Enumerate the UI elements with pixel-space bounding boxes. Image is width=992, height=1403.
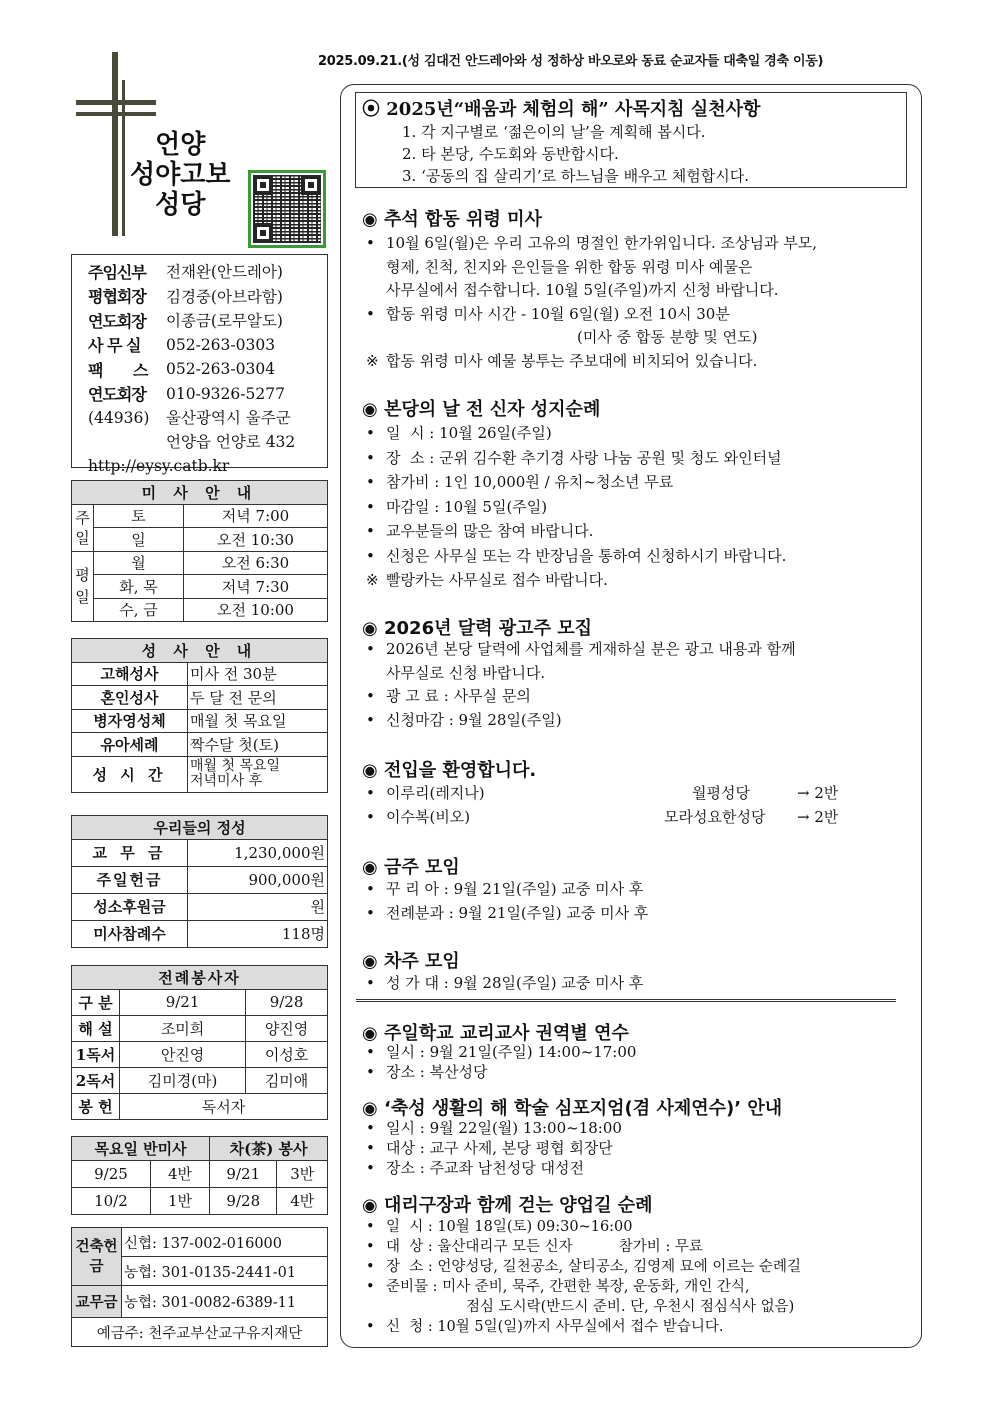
sacrament-info: 두 달 전 문의 [188,686,328,710]
section-body [362,638,917,732]
tithe-account: 농협: 301-0082-6389-11 [122,1286,328,1318]
newcomer-row [362,782,917,806]
server-name: 김미경(마) [120,1067,246,1093]
server-name: 안진영 [120,1041,246,1067]
section-title [362,205,542,231]
bullet-icon: • [366,473,375,491]
bullet-icon: • [366,640,375,658]
plan-item: 2. 타 본당, 수도회와 동반합시다. [402,145,619,163]
sacraments-table [71,638,328,793]
building-fund-label: 건축헌금 [72,1228,122,1286]
section-body [362,232,917,373]
mass-time: 저녁 7:30 [184,575,328,599]
offering-value: 900,000원 [188,866,328,893]
section-title-text: 2026년 달력 광고주 모집 [384,618,593,639]
section-body [362,421,917,593]
section-body [362,972,917,996]
server-role: 해 설 [72,1015,120,1041]
duty-date: 9/21 [210,1160,277,1187]
duty-table [71,1136,328,1215]
bullet-icon: • [366,522,375,540]
bullseye-icon: ◉ [362,1098,378,1119]
tithe-label: 교무금 [72,1286,122,1318]
section-divider [356,999,896,1002]
bullet-icon: • [366,234,375,252]
bullseye-icon: ◉ [362,618,378,639]
zip-code: (44936) [88,409,150,427]
list-item: 일 시 : 10월 26일(주일) [386,424,552,442]
weekday-label: 평일 [72,551,94,622]
section-title [362,1094,782,1120]
bullet-icon: • [366,710,375,729]
bullseye-icon: ◉ [362,1195,378,1216]
duty-group: 4반 [150,1160,209,1187]
sacrament-info-2: 저녁미사 후 [190,773,263,789]
parish-name [130,130,230,220]
section-title-text: 금주 모임 [384,857,460,878]
bullet-icon: • [366,1063,375,1081]
offering-table [71,815,328,948]
list-item: 전례분과 : 9월 21일(주일) 교중 미사 후 [386,903,649,922]
list-item: (미사 중 합동 분향 및 연도) [577,328,758,346]
tea-service-title: 차(茶) 봉사 [210,1137,328,1161]
list-item: 사무실로 신청 바랍니다. [386,663,546,682]
section-title [362,614,592,640]
bullet-icon: • [366,687,375,705]
list-item: 장소 : 복산성당 [386,1063,488,1081]
list-item: 마감일 : 10월 5일(주일) [386,497,548,516]
mass-time: 저녁 7:00 [184,504,328,528]
mass-time: 오전 10:30 [184,528,328,552]
list-item: 합동 위령 미사 시간 - 10월 6일(월) 오전 10시 30분 [386,304,730,323]
section-body [362,878,917,925]
sacraments-title: 성 사 안 내 [72,639,328,663]
sacrament-name: 고해성사 [72,662,188,686]
duty-group: 1반 [150,1187,209,1214]
mass-time: 오전 6:30 [184,551,328,575]
list-item: 2026년 본당 달력에 사업체를 게재하실 분은 광고 내용과 함께 [386,640,796,658]
list-item: 준비물 : 미사 준비, 묵주, 간편한 복장, 운동화, 개인 간식, [386,1279,750,1295]
info-key: 평협회장 [88,287,146,307]
parish-logo [72,52,332,242]
offering-name: 미사참례수 [72,920,188,947]
bullet-icon: • [366,903,375,922]
sacrament-name: 유아세례 [72,733,188,757]
info-key: 주임신부 [88,262,146,282]
fax-number: 052-263-0304 [166,360,276,379]
offering-name: 성소후원금 [72,893,188,920]
list-item: 형제, 친척, 친지와 은인들을 위한 합동 위령 미사 예물은 [386,257,753,276]
sacrament-name: 병자영성체 [72,709,188,733]
bullet-icon: • [366,1279,375,1295]
pastoral-plan-box [355,92,907,188]
parish-name-line2: 성야고보 [130,160,231,190]
bullet-icon: • [366,1319,375,1335]
section-title-text: 본당의 날 전 신자 성지순례 [384,399,601,420]
bullet-icon: • [366,1219,375,1235]
server-role: 2독서 [72,1067,120,1093]
parish-name-line3: 성당 [155,190,206,220]
section-title [362,853,460,879]
plan-title: 2025년“배움과 체험의 해” 사목지침 실천사항 [386,99,761,120]
duty-date: 10/2 [72,1187,151,1214]
parish-info [71,254,328,475]
office-phone[interactable]: 052-263-0303 [166,335,276,354]
sacrament-name: 혼인성사 [72,686,188,710]
mass-time: 오전 10:00 [184,598,328,622]
list-item: 참가비 : 1인 10,000원 / 유치~청소년 무료 [386,473,674,491]
sacrament-info: 짝수달 첫(토) [188,733,328,757]
server-role: 봉 헌 [72,1093,120,1119]
servers-date: 9/21 [120,989,246,1015]
info-val: 김경중(아브라함) [166,287,283,306]
mass-schedule-table [71,480,328,622]
section-body [362,782,917,829]
list-item: 꾸 리 아 : 9월 21일(주일) 교중 미사 후 [386,880,644,898]
list-item: 점심 도시락(반드시 준비. 단, 우천시 점심식사 없음) [466,1299,795,1315]
bullet-icon: • [366,497,375,516]
sunday-label: 주일 [72,504,94,551]
servers-date: 9/28 [246,989,328,1015]
account-holder: 예금주: 천주교부산교구유지재단 [72,1318,328,1347]
address-line2: 언양읍 언양로 432 [166,433,296,451]
section-title-text: 차주 모임 [384,951,460,972]
bullet-icon: • [366,1239,375,1255]
bullet-icon: • [366,1159,375,1177]
list-item: 성 가 대 : 9월 28일(주일) 교중 미사 후 [386,974,644,992]
server-name: 김미애 [246,1067,328,1093]
section-body [362,1217,917,1337]
info-key: 팩 스 [88,360,161,380]
bullseye-icon: ◉ [362,857,378,878]
bullseye-icon: ◉ [362,399,378,420]
building-account-2: 농협: 301-0135-2441-01 [122,1257,328,1286]
bullseye-icon: ◉ [362,209,378,230]
section-title-text: 전입을 환영합니다. [384,760,537,781]
mass-day: 수, 금 [94,598,184,622]
newcomer-row [362,806,917,830]
bullseye-icon: ◉ [362,951,378,972]
thursday-mass-title: 목요일 반미사 [72,1137,210,1161]
mass-day: 월 [94,551,184,575]
list-item: 신청은 사무실 또는 각 반장님을 통하여 신청하시기 바랍니다. [386,546,787,565]
offering-value: 1,230,000원 [188,839,328,866]
section-title [362,395,600,421]
cross-bar-lower [76,112,156,116]
section-title [362,756,536,782]
sacrament-info: 미사 전 30분 [188,662,328,686]
list-item: 교우분들의 많은 참여 바랍니다. [386,522,594,540]
mass-day: 일 [94,528,184,552]
plan-item: 1. 각 지구별로 ‘젊은이의 날’을 계획해 봅시다. [402,123,706,141]
duty-date: 9/28 [210,1187,277,1214]
bullet-icon: • [366,807,375,826]
bullet-icon: • [366,784,375,802]
website-link[interactable]: http://eysy.catb.kr [88,457,230,475]
list-item: 합동 위령 미사 예물 봉투는 주보대에 비치되어 있습니다. [386,351,758,370]
note-icon: ※ [366,571,379,589]
newcomer-from: 모라성요한성당 [664,807,766,826]
bullet-icon: • [366,1259,375,1275]
bullseye-icon: ◉ [362,760,378,781]
list-item: 신청마감 : 9월 28일(주일) [386,710,562,729]
bullet-icon: • [366,880,375,898]
info-val: 이종금(로무알도) [166,312,283,331]
bullet-icon: • [366,1119,375,1137]
server-name: 독서자 [120,1093,328,1119]
list-item: 대상 : 교구 사제, 본당 평협 회장단 [386,1139,613,1157]
bullet-icon: • [366,974,375,992]
servers-head: 구 분 [72,989,120,1015]
section-title [362,1191,653,1217]
bullet-icon: • [366,1043,375,1061]
info-key: 연도회장 [88,311,146,331]
info-key: 연도회장 [88,385,146,405]
info-val: 전재완(안드레아) [166,263,283,282]
mass-day: 화, 목 [94,575,184,599]
section-title [362,947,460,973]
list-item: 장 소 : 언양성당, 길천공소, 살티공소, 김영제 묘에 이르는 순례길 [386,1259,801,1275]
cross-bar [76,100,156,105]
list-item: 대 상 : 울산대리구 모든 신자 참가비 : 무료 [386,1239,703,1255]
server-name: 양진영 [246,1015,328,1041]
sacrament-info: 매월 첫 목요일 [190,758,281,774]
newcomer-group: → 2반 [797,807,839,826]
duty-group: 4반 [277,1187,328,1214]
list-item: 일시 : 9월 22일(월) 13:00~18:00 [386,1119,622,1137]
list-item: 신 청 : 10월 5일(일)까지 사무실에서 접수 받습니다. [386,1319,724,1335]
cross-icon [112,52,118,236]
newcomer-from: 월평성당 [692,784,750,802]
accounts-table [71,1227,328,1347]
list-item: 광 고 료 : 사무실 문의 [386,687,531,705]
offering-value: 118명 [188,920,328,947]
bullet-icon: • [366,424,375,442]
sacrament-name: 성 시 간 [72,756,188,792]
qr-code-icon[interactable] [248,170,326,248]
parish-name-line1: 언양 [155,130,206,160]
section-body [362,1118,917,1178]
building-account-1: 신협: 137-002-016000 [122,1228,328,1257]
bullseye-icon: ⦿ [362,99,380,120]
section-title-text: 추석 합동 위령 미사 [384,209,542,230]
list-item: 빨랑카는 사무실로 접수 바랍니다. [386,571,608,589]
newcomer-name: 이수복(비오) [386,807,471,826]
info-key: 사 무 실 [88,336,141,356]
sacrament-info: 매월 첫 목요일 [188,709,328,733]
server-name: 이성호 [246,1041,328,1067]
plan-item: 3. ‘공동의 집 살리기’로 하느님을 배우고 체험합시다. [402,167,750,185]
section-title-text: 대리구장과 함께 걷는 양업길 순례 [384,1195,653,1216]
offering-name: 주일헌금 [72,866,188,893]
bullet-icon: • [366,546,375,565]
offering-name: 교 무 금 [72,839,188,866]
newcomer-name: 이루리(레지나) [386,784,485,802]
offering-title: 우리들의 정성 [72,816,328,840]
list-item: 장소 : 주교좌 남천성당 대성전 [386,1159,585,1177]
mass-title: 미 사 안 내 [72,481,328,505]
offering-value: 원 [188,893,328,920]
bullet-icon: • [366,304,375,323]
section-title-text: ‘축성 생활의 해 학술 심포지엄(겸 사제연수)’ 안내 [384,1098,783,1119]
liturgy-servers-table [71,965,328,1120]
duty-group: 3반 [277,1160,328,1187]
list-item: 장 소 : 군위 김수환 추기경 사랑 나눔 공원 및 청도 와인터널 [386,448,782,467]
section-body [362,1042,917,1082]
servers-title: 전례봉사자 [72,966,328,990]
newcomer-group: → 2반 [797,784,839,802]
server-name: 조미희 [120,1015,246,1041]
list-item: 일 시 : 10월 18일(토) 09:30~16:00 [386,1219,633,1235]
mass-day: 토 [94,504,184,528]
section-title-text: 주일학교 교리교사 권역별 연수 [384,1023,629,1044]
server-role: 1독서 [72,1041,120,1067]
bullseye-icon: ◉ [362,1023,378,1044]
mobile-phone[interactable]: 010-9326-5277 [166,384,285,403]
address-line1: 울산광역시 울주군 [166,409,291,427]
list-item: 일시 : 9월 21일(주일) 14:00~17:00 [386,1043,637,1061]
list-item: 사무실에서 접수합니다. 10월 5일(주일)까지 신청 바랍니다. [386,281,779,299]
bullet-icon: • [366,1139,375,1157]
bulletin-date: 2025.09.21.(성 김대건 안드레아와 성 정하상 바오로와 동료 순교자들 대축일 경축 이동) [318,54,824,69]
list-item: 10월 6일(월)은 우리 고유의 명절인 한가위입니다. 조상님과 부모, [386,234,818,252]
bullet-icon: • [366,448,375,467]
duty-date: 9/25 [72,1160,151,1187]
note-icon: ※ [366,351,379,370]
